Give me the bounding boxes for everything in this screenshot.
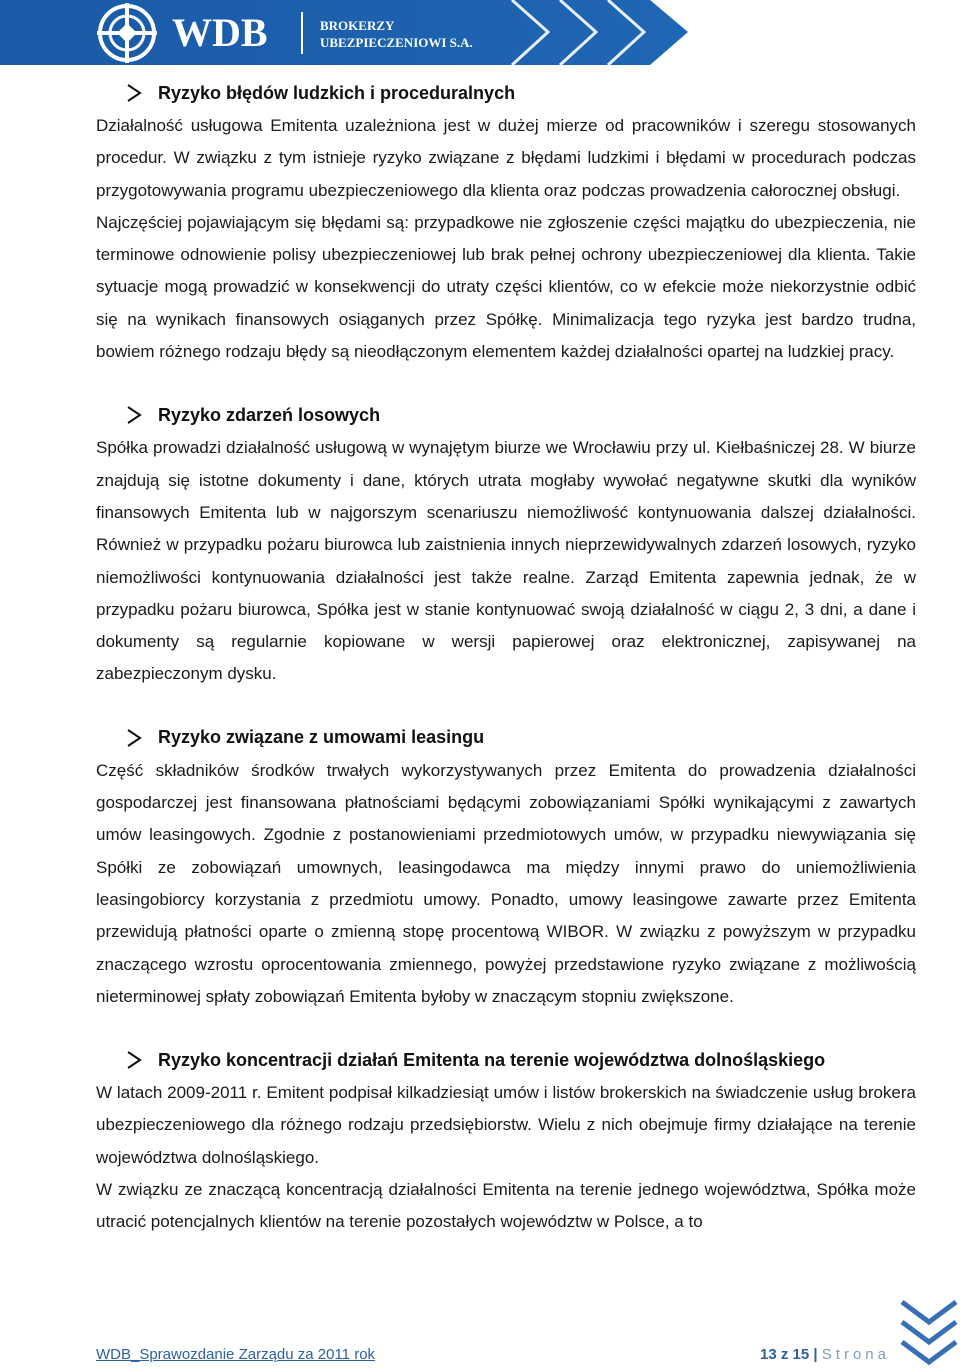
section-human-error-risk [96,76,916,368]
section-random-events-risk [96,398,916,690]
tagline-line1: BROKERZY [320,18,395,33]
arrow-bullet-icon [126,405,142,425]
tagline-line2: UBEZPIECZENIOWI S.A. [320,35,473,50]
footer-document-name: WDB_Sprawozdanie Zarządu za 2011 rok [96,1346,376,1363]
document-body [96,76,916,1239]
paragraph: Najczęściej pojawiającym się błędami są: przypadkowe nie zgłoszenie części majątku do ubezpieczenia, nie terminowe odnowienie polisy ubezpieczeniowej lub brak pełnej ochrony ubezpieczeniowej dla klienta. Takie sytuacje mogą prowadzić w konsekwencji do utraty części klientów, co w efekcie może niekorzystnie odbić się na wynikach finansowych osiąganych przez Spółkę. Minimalizacja tego ryzyka jest bardzo trudna, bowiem różnego rodzaju błędy są nieodłączonym elementem każdej działalności opartej na ludzkiej pracy. [96,212,916,362]
section-heading [96,398,916,432]
paragraph: Część składników środków trwałych wykorzystywanych przez Emitenta do prowadzenia działalności gospodarczej jest finansowana płatnościami będącymi zobowiązaniami Spółki wynikającymi z zawartych umów leasingowych. Zgodnie z postanowieniami przedmiotowych umów, w przypadku niewywiązania się Spółki ze zobowiązań umownych, leasingodawca ma między innymi prawo do uniemożliwienia leasingobiorcy korzystania z przedmiotu umowy. Ponadto, umowy leasingowe zawarte przez Emitenta przewidują płatności oparte o zmienną stopę procentową WIBOR. W związku z powyższym w przypadku znaczącego wzrostu oprocentowania zmiennego, powyżej przedstawione ryzyko związane z możliwością nieterminowej spłaty zobowiązań Emitenta byłoby w znaczącym stopniu zwiększone. [96,760,916,1006]
arrow-bullet-icon [126,728,142,748]
paragraph: W związku ze znaczącą koncentracją działalności Emitenta na terenie jednego województwa, Spółka może utracić potencjalnych klientów na terenie pozostałych województw w Polsce, a to [96,1180,916,1232]
arrow-bullet-icon [126,1050,142,1070]
arrow-bullet-icon [126,83,142,103]
paragraph: W latach 2009-2011 r. Emitent podpisał kilkadziesiąt umów i listów brokerskich na świadczenie usług brokera ubezpieczeniowego dla różnego rodzaju przedsiębiorstw. Wielu z nich obejmuje firmy działające na terenie województwa dolnośląskiego. [96,1083,916,1167]
paragraph: Działalność usługowa Emitenta uzależniona jest w dużej mierze od pracowników i szeregu stosowanych procedur. W związku z tym istnieje ryzyko związane z błędami ludzkimi i błędami w procedurach podczas przygotowywania programu ubezpieczeniowego dla klienta oraz podczas prowadzenia całorocznej obsługi. [96,116,916,200]
header-banner [0,0,700,65]
footer-separator: | [813,1346,818,1363]
heading-text: Ryzyko zdarzeń losowych [158,404,381,425]
heading-text: Ryzyko związane z umowami leasingu [158,727,485,748]
section-heading [96,1043,916,1077]
heading-text: Ryzyko błędów ludzkich i proceduralnych [158,82,516,103]
heading-text: Ryzyko koncentracji działań Emitenta na terenie województwa dolnośląskiego [158,1049,826,1070]
section-heading [96,721,916,755]
page-number: 13 z 15 [760,1346,810,1363]
page-word: Strona [821,1346,890,1363]
section-heading [96,76,916,110]
section-leasing-risk [96,721,916,1013]
corner-chevrons-icon [898,1292,960,1372]
page-footer [96,1346,890,1368]
logo-text: WDB [172,10,268,55]
section-concentration-risk [96,1043,916,1238]
paragraph: Spółka prowadzi działalność usługową w wynajętym biurze we Wrocławiu przy ul. Kiełbaśniczej 28. W biurze znajdują się istotne dokumenty i dane, których utrata mogłaby wywołać negatywne skutki dla wyników finansowych Emitenta lub w najgorszym scenariuszu niemożliwość kontynuowania dalszej działalności. Również w przypadku pożaru biurowca lub zaistnienia innych nieprzewidywalnych zdarzeń losowych, ryzyko niemożliwości kontynuowania działalności jest także realne. Zarząd Emitenta zapewnia jednak, że w przypadku pożaru biurowca, Spółka jest w stanie kontynuować swoją działalność w ciągu 2, 3 dni, a dane i dokumenty są regularnie kopiowane w wersji papierowej oraz elektronicznej, zapisywanej na zabezpieczonym dysku. [96,438,916,684]
header-graphic [0,0,700,65]
footer-page-indicator [760,1346,890,1363]
